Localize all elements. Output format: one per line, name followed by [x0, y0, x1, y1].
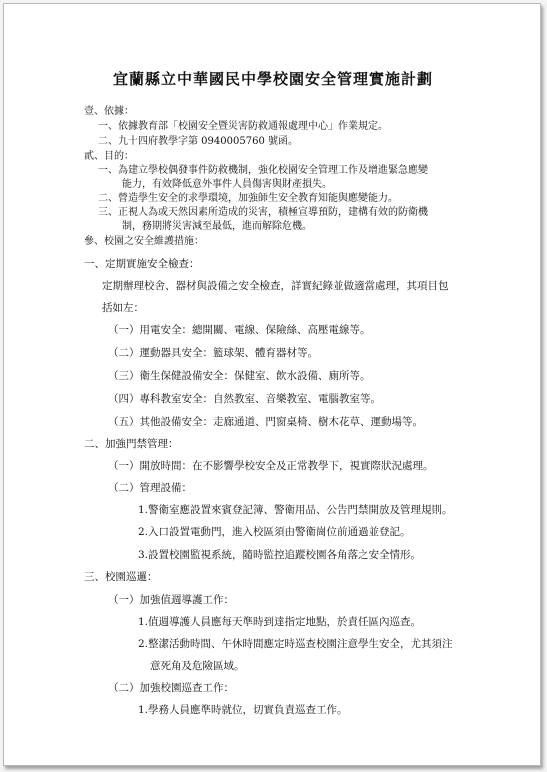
list-item: （一）用電安全：總開關、電線、保險絲、高壓電線等。	[108, 324, 371, 336]
subsection-heading: 一、定期實施安全檢查：	[84, 258, 200, 270]
numbered-item-cont: 意死角及危險區域。	[150, 660, 245, 672]
numbered-item: 3.設置校園監視系統，隨時監控追蹤校園各角落之安全情形。	[138, 549, 422, 561]
section-2-item: 二、營造學生安全的求學環境，加強師生安全教育知能與應變能力。	[98, 193, 398, 204]
list-item: （三）衛生保健設備安全：保健室、飲水設備、廁所等。	[108, 370, 371, 382]
section-3-heading: 參、校園之安全維護措施：	[84, 236, 204, 247]
document-title: 宜蘭縣立中華國民中學校園安全管理實施計劃	[112, 70, 433, 88]
numbered-item: 1.警衛室應設置來賓登記簿、警衛用品、公告門禁開放及管理規則。	[138, 504, 453, 516]
section-1-heading: 壹、依據：	[84, 106, 134, 117]
paragraph-line: 括如左：	[102, 302, 144, 314]
section-1-item: 二、九十四府教學字第 0940005760 號函。	[98, 136, 298, 147]
subsection-heading: 三、校園巡邏：	[84, 571, 158, 583]
numbered-item: 1.值週導護人員應每天準時到達指定地點，於責任區內巡查。	[138, 616, 422, 628]
list-item: （四）專科教室安全：自然教室、音樂教室、電腦教室等。	[108, 393, 381, 405]
numbered-item: 2.入口設置電動門，進入校區須由警衛崗位前通過並登記。	[138, 526, 411, 538]
list-item: （一）開放時間：在不影響學校安全及正常教學下，視實際狀況處理。	[108, 460, 434, 472]
paragraph-line: 定期辦理校舍、器材與設備之安全檢查，詳實紀錄並做適當處理，其項目包	[102, 280, 449, 292]
section-1-item: 一、依據教育部「校園安全暨災害防救通報處理中心」作業規定。	[98, 121, 388, 132]
section-2-item-cont: 能力，有效降低意外事件人員傷害與財產損失。	[122, 179, 332, 190]
list-item: （二）管理設備：	[108, 482, 192, 494]
numbered-item: 1.學務人員應準時就位，切實負責巡查工作。	[138, 704, 348, 716]
numbered-item: 2.整潔活動時間、午休時間應定時巡查校園注意學生安全，尤其須注	[138, 638, 453, 650]
list-item: （二）加強校園巡查工作：	[108, 682, 234, 694]
subsection-heading: 二、加強門禁管理：	[84, 438, 179, 450]
section-2-item: 三、正視人為或天然因素所造成的災害，積極宣導預防，建構有效的防衛機	[98, 207, 428, 218]
document-page	[3, 3, 541, 766]
section-2-item: 一、為建立學校偶發事件防救機制，強化校園安全管理工作及增進緊急應變	[98, 165, 428, 176]
list-item: （五）其他設備安全：走廊通道、門窗桌椅、樹木花草、運動場等。	[108, 416, 423, 428]
section-2-item-cont: 制，務期將災害減至最低，進而解除危機。	[122, 221, 312, 232]
section-2-heading: 貳、目的：	[84, 151, 134, 162]
list-item: （一）加強值週導護工作：	[108, 594, 234, 606]
list-item: （二）運動器具安全：籃球架、體育器材等。	[108, 347, 318, 359]
